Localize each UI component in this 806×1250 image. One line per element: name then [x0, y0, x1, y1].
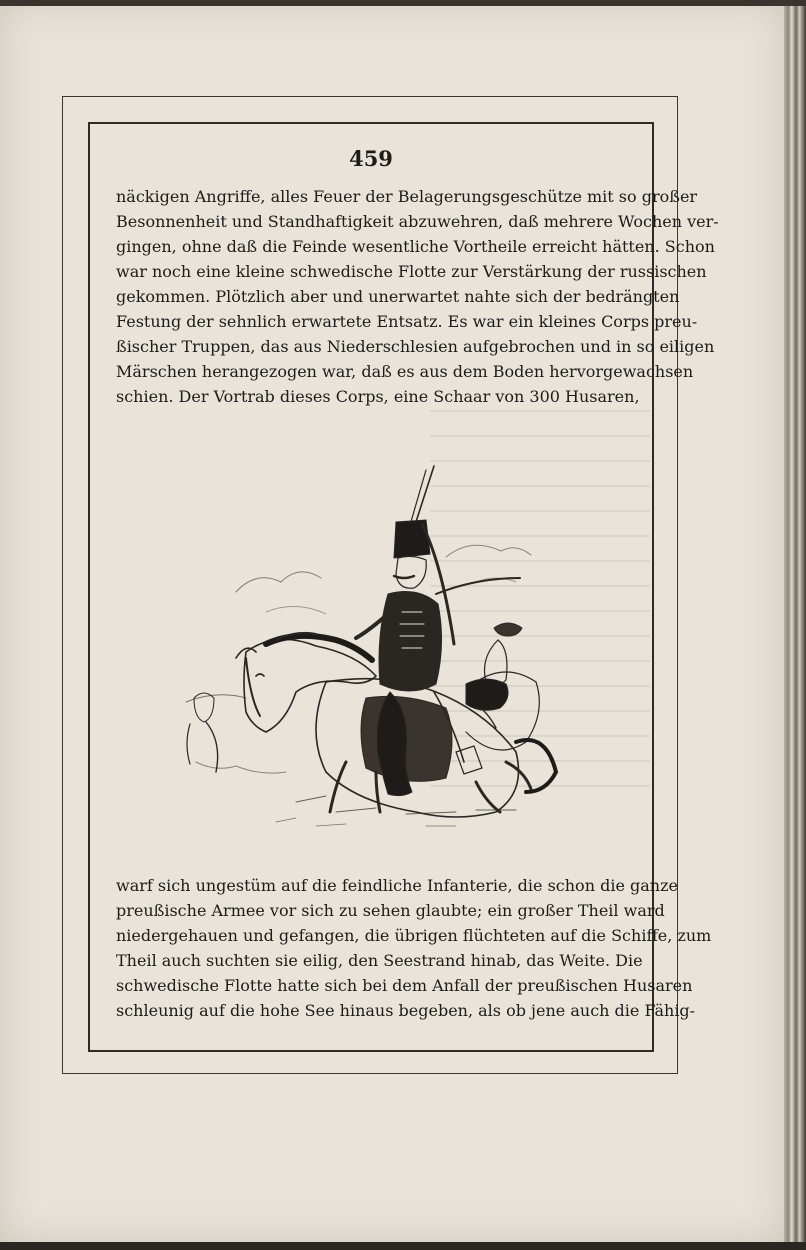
text-line: schien. Der Vortrab dieses Corps, eine Schaar von 300 Husaren, — [116, 387, 640, 406]
text-line: näckigen Angriffe, alles Feuer der Belagerungsgeschütze mit so großer — [116, 187, 698, 206]
text-line: Märschen herangezogen war, daß es aus dem Boden hervorgewachsen — [116, 362, 694, 381]
text-line: war noch eine kleine schwedische Flotte zur Verstärkung der russischen — [116, 262, 707, 281]
bottom-cover-edge — [0, 1242, 806, 1250]
text-line: gingen, ohne daß die Feinde wesentliche Vortheile erreicht hätten. Schon — [116, 237, 715, 256]
top-cover-edge — [0, 0, 806, 6]
text-line: schwedische Flotte hatte sich bei dem Anfall der preußischen Husaren — [116, 976, 693, 995]
text-line: niedergehauen und gefangen, die übrigen flüchteten auf die Schiffe, zum — [116, 926, 712, 945]
text-line: Besonnenheit und Standhaftigkeit abzuwehren, daß mehrere Wochen ver- — [116, 212, 719, 231]
text-block-top — [116, 184, 719, 409]
text-line: preußische Armee vor sich zu sehen glaubte; ein großer Theil ward — [116, 901, 665, 920]
text-block-bottom — [116, 873, 712, 1023]
text-line: Theil auch suchten sie eilig, den Seestrand hinab, das Weite. Die — [116, 951, 643, 970]
page-number: 459 — [349, 146, 393, 171]
text-line: warf sich ungestüm auf die feindliche Infanterie, die schon die ganze — [116, 876, 678, 895]
text-line: Festung der sehnlich erwartete Entsatz. Es war ein kleines Corps preu- — [116, 312, 698, 331]
text-line: gekommen. Plötzlich aber und unerwartet nahte sich der bedrängten — [116, 287, 680, 306]
book-spine-edge — [784, 0, 806, 1250]
text-line: ßischer Truppen, das aus Niederschlesien aufgebrochen und in so eiligen — [116, 337, 715, 356]
text-line: schleunig auf die hohe See hinaus begeben, als ob jene auch die Fähig- — [116, 1001, 696, 1020]
hussar-illustration — [176, 462, 568, 834]
